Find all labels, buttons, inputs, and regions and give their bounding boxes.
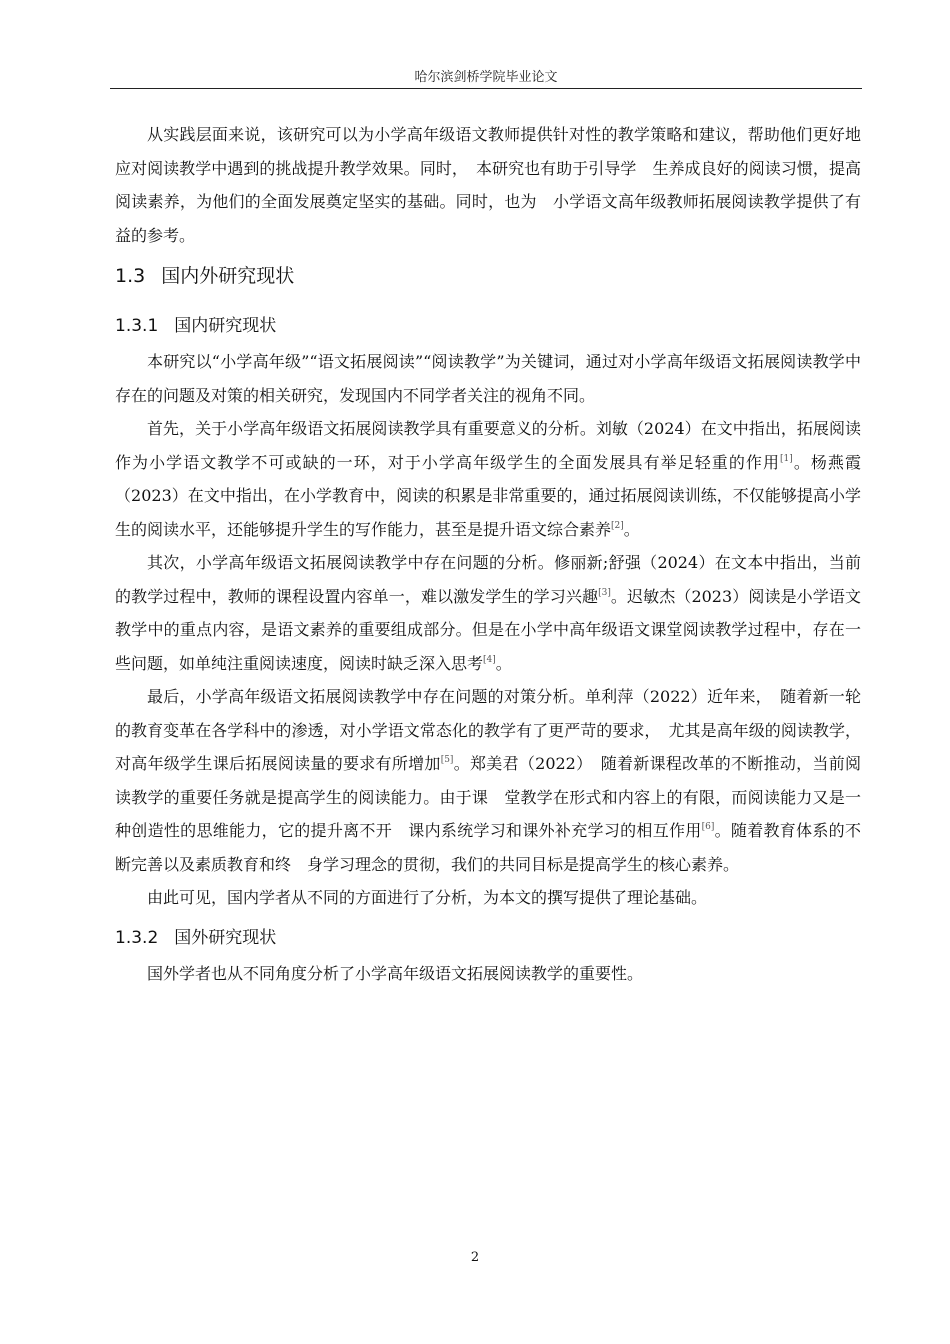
text-segment: 。 [623, 519, 640, 539]
paragraph-countermeasure-analysis [115, 680, 861, 881]
section-number: 1.3 [115, 265, 146, 287]
header-rule [110, 88, 862, 89]
paragraph-significance-analysis [115, 412, 861, 546]
text-segment: 其次，小学高年级语文拓展阅读教学中存在问题的分析。修丽新;舒强（2024）在文本中指出，当前的教学过程中，教师的课程设置内容单一，难以激发学生的学习兴趣 [115, 553, 861, 606]
citation-3[interactable]: [3] [598, 587, 611, 598]
subsection-heading-1-3-1 [115, 305, 861, 345]
text-segment: 。杨燕霞（2023）在文中指出，在小学教育中，阅读的积累是非常重要的，通过拓展阅读训练，不仅能够提高小学生的阅读水平，还能够提升学生的写作能力，甚至是提升语文综合素养 [115, 452, 861, 539]
subsection-title: 国外研究现状 [174, 927, 277, 948]
citation-1[interactable]: [1] [780, 453, 793, 464]
subsection-heading-1-3-2 [115, 917, 861, 957]
paragraph-problem-analysis [115, 546, 861, 680]
text-segment: 。郑美君（2022） 随着新课程改革的不断推动，当前阅读教学的重要任务就是提高学生的阅读能力。由于课 堂教学在形式和内容上的有限，而阅读能力又是一种创造性的思维能力，它的提升离不开 课内系统学习和课外补充学习的相互作用 [115, 754, 861, 840]
subsection-number: 1.3.2 [115, 927, 159, 948]
section-title: 国内外研究现状 [161, 265, 295, 287]
text-segment: 。 [495, 653, 512, 673]
paragraph-practical-significance: 从实践层面来说，该研究可以为小学高年级语文教师提供针对性的教学策略和建议，帮助他们更好地应对阅读教学中遇到的挑战提升教学效果。同时， 本研究也有助于引导学 生养成良好的阅读习惯，提高阅读素养，为他们的全面发展奠定坚实的基础。同时，也为 小学语文高年级教师拓展阅读教学提供了有益的参考。 [115, 125, 861, 245]
page-header: 哈尔滨剑桥学院毕业论文 [414, 70, 558, 85]
paragraph-foreign-research: 国外学者也从不同角度分析了小学高年级语文拓展阅读教学的重要性。 [147, 963, 644, 983]
citation-4[interactable]: [4] [483, 654, 496, 665]
page-body [115, 118, 861, 990]
text-segment: 首先，关于小学高年级语文拓展阅读教学具有重要意义的分析。刘敏（2024）在文中指出，拓展阅读作为小学语文教学不可或缺的一环，对于小学高年级学生的全面发展具有举足轻重的作用 [115, 419, 861, 472]
citation-6[interactable]: [6] [701, 822, 715, 832]
subsection-number: 1.3.1 [115, 316, 159, 336]
citation-2[interactable]: [2] [611, 520, 624, 531]
paragraph-summary: 由此可见，国内学者从不同的方面进行了分析，为本文的撰写提供了理论基础。 [147, 888, 708, 907]
section-heading-1-3 [115, 256, 861, 305]
subsection-title: 国内研究现状 [174, 316, 277, 336]
paragraph-keywords: 本研究以“小学高年级”“语文拓展阅读”“阅读教学”为关键词，通过对小学高年级语文拓展阅读教学中存在的问题及对策的相关研究，发现国内不同学者关注的视角不同。 [115, 352, 861, 405]
text-segment: 最后，小学高年级语文拓展阅读教学中存在问题的对策分析。单利萍（2022）近年来， 随着新一轮的教育变革在各学科中的渗透，对小学语文常态化的教学有了更严苛的要求， 尤其是高年级的阅读教学，对高年级学生课后拓展阅读量的要求有所增加 [115, 687, 861, 773]
text-segment: 。迟敏杰（2023）阅读是小学语文教学中的重点内容，是语文素养的重要组成部分。但是在小学中高年级语文课堂阅读教学过程中，存在一些问题，如单纯注重阅读速度，阅读时缺乏深入思考 [115, 586, 861, 673]
citation-5[interactable]: [5] [440, 755, 454, 765]
text-segment: 。随着教育体系的不断完善以及素质教育和终 身学习理念的贯彻，我们的共同目标是提高学生的核心素养。 [115, 821, 861, 874]
page-number: 2 [470, 1250, 480, 1265]
